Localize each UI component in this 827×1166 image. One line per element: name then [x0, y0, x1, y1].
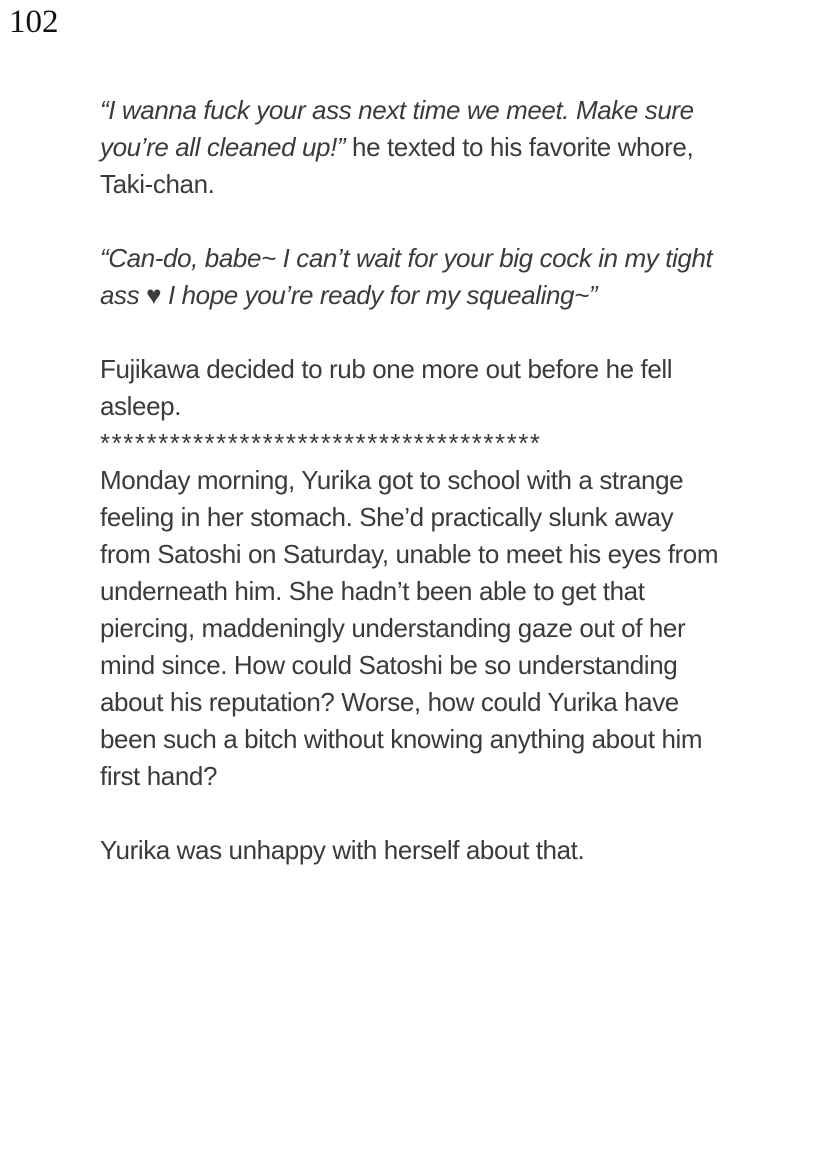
- paragraph-narration-fujikawa: Fujikawa decided to rub one more out before he fell asleep.: [100, 354, 673, 421]
- scene-divider-asterisks: **************************************: [100, 428, 542, 458]
- quoted-reply-italic: “Can-do, babe~ I can’t wait for your big cock in my tight ass ♥ I hope you’re ready for my squealing~”: [100, 243, 713, 310]
- narration-run: he texted to his favorite whore, Taki-chan.: [100, 132, 694, 199]
- quoted-message-italic: “I wanna fuck your ass next time we meet. Make sure you’re all cleaned up!”: [100, 95, 694, 162]
- page-number: 102: [9, 4, 59, 40]
- body-text: [100, 92, 726, 906]
- paragraph-narration-monday: Monday morning, Yurika got to school with a strange feeling in her stomach. She’d practically slunk away from Satoshi on Saturday, unable to meet his eyes from underneath him. She hadn’t been able to get that piercing, maddeningly understanding gaze out of her mind since. How could Satoshi be so understanding about his reputation? Worse, how could Yurika have been such a bitch without knowing anything about him first hand?: [100, 465, 719, 791]
- paragraph-texted-message: [100, 92, 726, 203]
- paragraph-narration-yurika: Yurika was unhappy with herself about that.: [100, 835, 585, 865]
- paragraph-reply-message: [100, 240, 726, 314]
